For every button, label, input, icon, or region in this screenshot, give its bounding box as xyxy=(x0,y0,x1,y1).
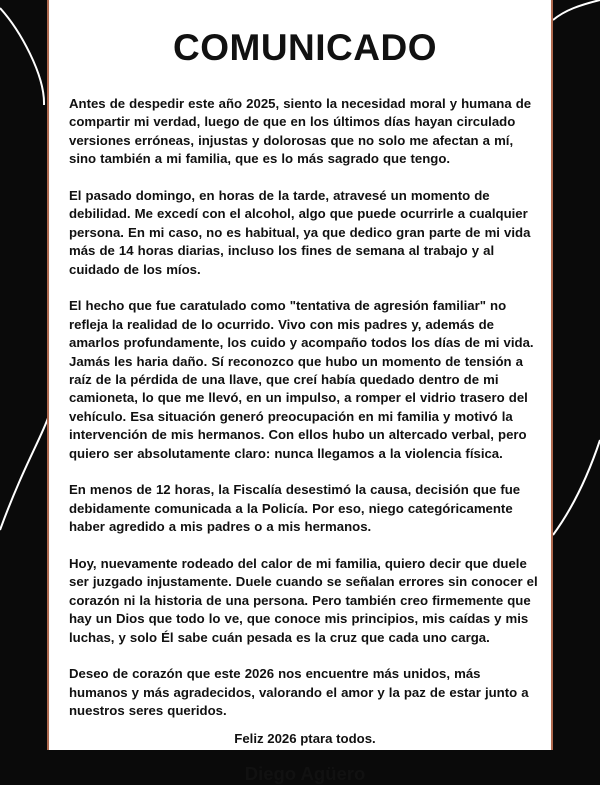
paragraph-4: En menos de 12 horas, la Fiscalía desestimó la causa, decisión que fue debidamente comunicada a la Policía. Por eso, niego categóricamente haber agredido a mis padres o a mis hermanos. xyxy=(69,482,521,535)
paragraph-2: El pasado domingo, en horas de la tarde, atravesé un momento de debilidad. Me excedí con el alcohol, algo que puede ocurrirle a cualquier persona. En mi caso, no es habitual, ya que dedico gran parte de mi vida más de 14 horas diarias, incluso los fines de semana al trabajo y al cuidado de los míos. xyxy=(69,187,531,277)
right-curve-line xyxy=(553,0,600,20)
statement-paper xyxy=(47,0,553,784)
right-curve-line xyxy=(553,440,600,535)
paragraph-1: Antes de despedir este año 2025, siento la necesidad moral y humana de compartir mi verdad, luego de que en los últimos días hayan circulado versiones erróneas, injustas y dolorosas que no solo me afectan a mí, sino también a mi familia, que es lo más sagrado que tengo. xyxy=(69,95,532,167)
paragraph-6: Deseo de corazón que este 2026 nos encuentre más unidos, más humanos y más agradecidos, valorando el amor y la paz de estar junto a nuestros seres queridos. xyxy=(69,666,529,719)
left-curve-line xyxy=(0,418,48,530)
closing-line: Feliz 2026 ptara todos. xyxy=(234,730,376,746)
document-title: COMUNICADO xyxy=(173,27,437,68)
signature: Diego Agüero xyxy=(244,762,366,784)
paragraph-3: El hecho que fue caratulado como "tentativa de agresión familiar" no refleja la realidad de lo ocurrido. Vivo con mis padres y, además de amarlos profundamente, los cuido y acompaño todos los días de mi vida. Jamás les hariа daño. Sí reconozco que hubo un momento de tensión a raíz de la pérdida de una llave, que creí había quedado dentro de mi camioneta, lo que me llevó, en un impulso, a romper el vidrio trasero del vehículo. Esa situación generó preocupación en mi familia y motivó la intervención de mis hermanos. Con ellos hubo un altercado verbal, pero quiero ser absolutamente claro: nunca llegamos a la violencia física. xyxy=(69,298,534,461)
left-curve-line xyxy=(0,8,44,105)
paragraph-5: Hoy, nuevamente rodeado del calor de mi familia, quiero decir que duele ser juzgado injustamente. Duele cuando se señalan errores sin conocer el corazón ni la historia de una persona. Pero también creo firmemente que hay un Dios que todo lo ve, que conoce mis principios, mis caídas y mis luchas, y solo Él sabe cuán pesada es la cruz que cada uno carga. xyxy=(69,555,538,645)
